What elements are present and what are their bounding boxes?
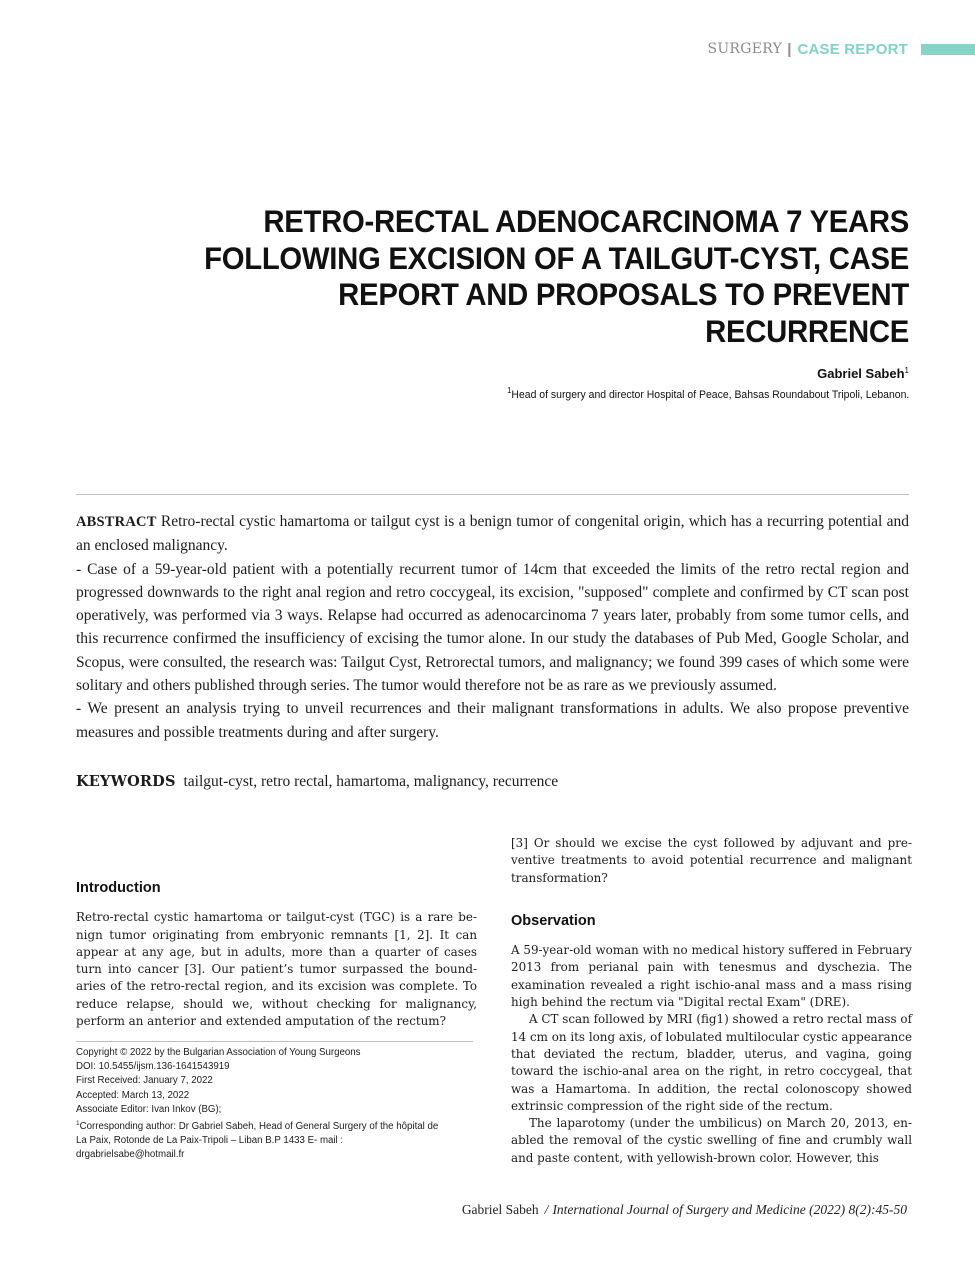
footnote-divider	[76, 1041, 473, 1042]
abstract-label: ABSTRACT	[76, 514, 157, 530]
introduction-continuation: [3] Or should we excise the cyst followed by adjuvant and preventive treatments to avoid potential recurrence and malignant transformation?	[511, 836, 912, 885]
journal-citation: International Journal of Surgery and Medicine (2022) 8(2):45-50	[552, 1202, 907, 1217]
author-affiliation	[507, 386, 909, 401]
observation-paragraph: A 59-year-old woman with no medical history suffered in February 2013 from perianal pain with tenesmus and dyschezia. The examination revealed a right ischio-anal mass and a mass rising high behind the rectum via "Digital rectal Exam" (DRE).	[511, 943, 912, 1010]
corresponding-line: Corresponding author: Dr Gabriel Sabeh, Head of General Surgery of the hôpital de	[79, 1121, 439, 1133]
abstract-paragraph	[76, 510, 909, 558]
section-label: SURGERY	[707, 41, 783, 57]
accepted-date: Accepted: March 13, 2022	[76, 1089, 190, 1101]
title-line: FOLLOWING EXCISION OF A TAILGUT-CYST, CASE	[204, 239, 909, 276]
associate-editor: Associate Editor: Ivan Inkov (BG);	[76, 1103, 222, 1115]
title-line: RETRO-RECTAL ADENOCARCINOMA 7 YEARS	[263, 203, 909, 239]
footer-separator: /	[544, 1202, 549, 1217]
article-type-label: CASE REPORT	[797, 40, 908, 58]
corresponding-marker: 1	[76, 1120, 80, 1128]
introduction-section	[76, 880, 477, 1030]
right-column	[511, 835, 912, 1167]
title-line: RECURRENCE	[705, 312, 909, 349]
author-superscript: 1	[904, 366, 909, 375]
keywords-label: KEYWORDS	[76, 773, 176, 790]
doi-note: DOI: 10.5455/ijsm.136-1641543919	[76, 1061, 230, 1073]
abstract-divider	[76, 494, 909, 495]
introduction-heading: Introduction	[76, 880, 161, 896]
header-separator: |	[787, 40, 792, 58]
corresponding-author-note	[76, 1117, 476, 1134]
title-line: REPORT AND PROPOSALS TO PREVENT	[338, 276, 909, 312]
corresponding-email: drgabrielsabe@hotmail.fr	[76, 1149, 185, 1161]
introduction-text: Retro-rectal cystic hamartoma or tailgut-cyst (TGC) is a rare benign tumor originating from embryonic remnants [1, 2]. It can appear at any age, but in adults, more than a quarter of cases turn into cancer [3]. Our patient’s tumor surpassed the boundaries of the retro-rectal region, and its excision was complete. To reduce relapse, should we, without checking for malignancy, perform an anterior and extended amputation of the rectum?	[76, 910, 477, 1029]
author-line	[817, 366, 909, 381]
footer-author: Gabriel Sabeh	[461, 1202, 539, 1217]
article-title	[165, 203, 909, 349]
observation-paragraph: The laparotomy (under the umbilicus) on March 20, 2013, enabled the removal of the cystic swelling of fine and crumbly wall and paste content, with yellowish-brown color. However, this	[511, 1116, 912, 1165]
affiliation-text: Head of surgery and director Hospital of Peace, Bahsas Roundabout Tripoli, Lebanon.	[511, 389, 909, 401]
corresponding-line: La Paix, Rotonde de La Paix-Tripoli – Liban B.P 1433 E- mail :	[76, 1135, 344, 1147]
running-header	[707, 40, 975, 58]
abstract-paragraph: - Case of a 59-year-old patient with a potentially recurrent tumor of 14cm that exceeded the limits of the retro rectal region and progressed downwards to the right anal region and retro coccygeal, its excision, "supposed" complete and confirmed by CT scan post operatively, was performed via 3 ways. Relapse had occurred as adenocarcinoma 7 years later, probably from some tumor cells, and this recurrence confirmed the insufficiency of excising the tumor alone. In our study the databases of Pub Med, Google Scholar, and Scopus, were consulted, the research was: Tailgut Cyst, Retrorectal tumors, and malignancy; we found 399 cases of which some were solitary and others published through series. The tumor would therefore not be as rare as we previously assumed.	[76, 560, 909, 695]
observation-paragraph: A CT scan followed by MRI (fig1) showed a retro rectal mass of 14 cm on its long axis, of lobulated multilocular cystic appearance that deviated the rectum, bladder, uterus, and vagina, going toward the ischio-anal area on the right, in retro coccygeal, that was a Hamartoma. In addition, the rectal colonoscopy showed extrinsic compression of the right side of the rectum.	[511, 1012, 912, 1113]
abstract-text: Retro-rectal cystic hamartoma or tailgut cyst is a benign tumor of congenital origin, which has a recurring potential and an enclosed malignancy.	[76, 513, 909, 555]
copyright-note: Copyright © 2022 by the Bulgarian Association of Young Surgeons	[76, 1047, 361, 1058]
footnotes	[76, 1046, 476, 1163]
header-accent-bar	[921, 44, 975, 55]
observation-heading: Observation	[511, 912, 596, 929]
author-name: Gabriel Sabeh	[817, 366, 905, 381]
keywords-text: tailgut-cyst, retro rectal, hamartoma, malignancy, recurrence	[183, 773, 559, 790]
affiliation-marker: 1	[506, 386, 512, 395]
abstract-section	[76, 510, 909, 744]
received-date: First Received: January 7, 2022	[76, 1075, 213, 1087]
keywords-section	[76, 773, 558, 791]
page-footer	[462, 1202, 907, 1218]
abstract-paragraph: - We present an analysis trying to unveil recurrences and their malignant transformations in adults. We also propose preventive measures and possible treatments during and after surgery.	[76, 700, 909, 741]
